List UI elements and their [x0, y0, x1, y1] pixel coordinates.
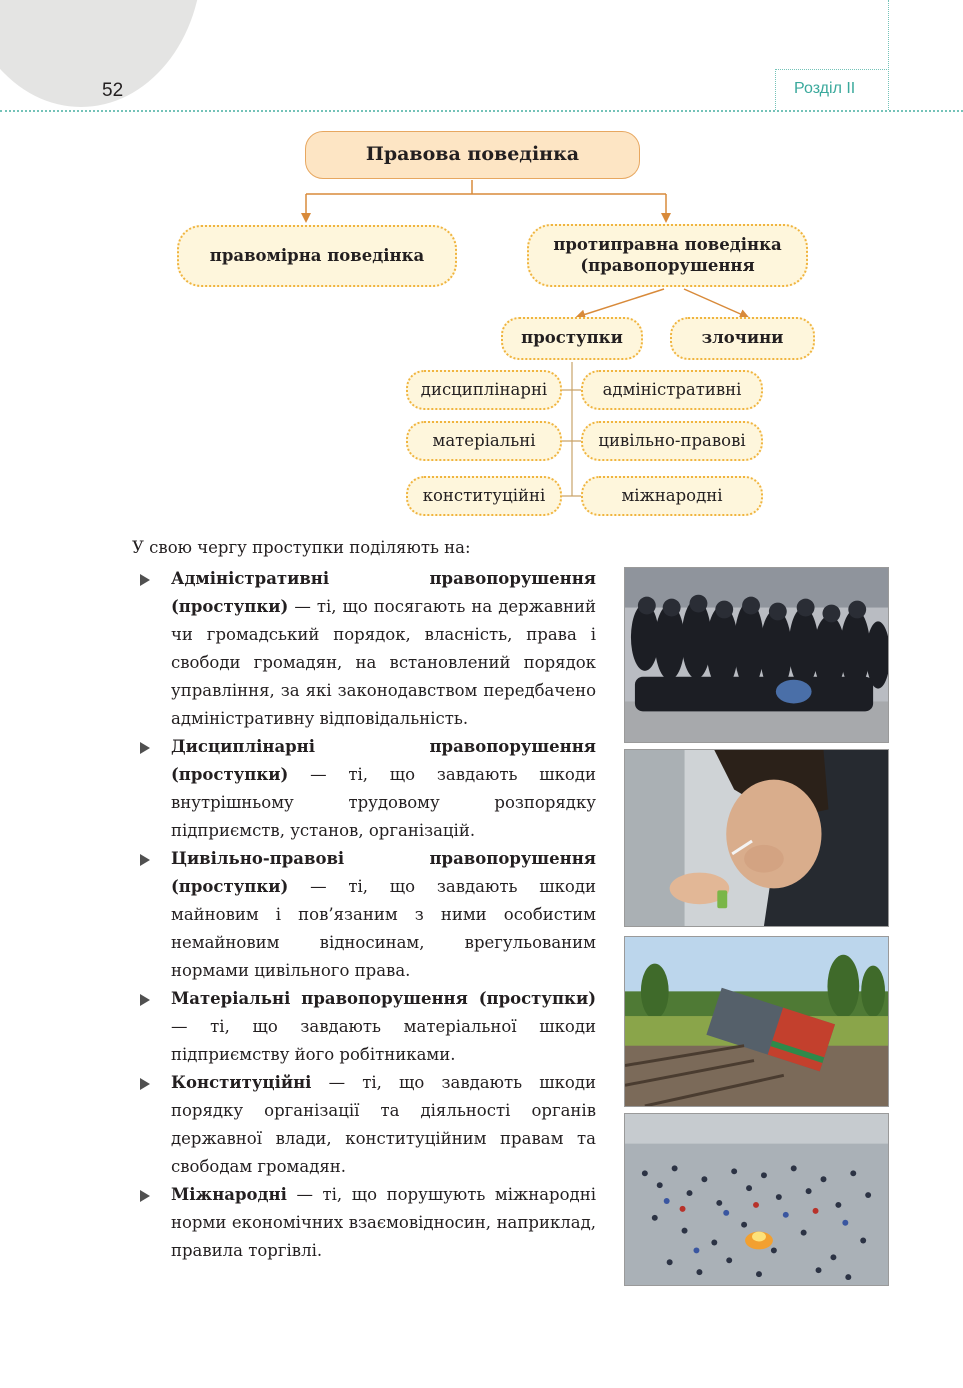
intro-text: У свою чергу проступки поділяють на: [132, 538, 471, 557]
list-item [140, 1069, 596, 1181]
lawful-behavior-box [177, 225, 457, 287]
list-item [140, 985, 596, 1069]
smoking-youth-photo [624, 749, 889, 927]
list-item-text: — ті, що посягають на державний чи громадський порядок, власність, права і свободи громадян, на встановлений порядок управління, за які законодавством передбачено адміністративну відповідальність. [171, 597, 596, 728]
offenses-label: проступки [521, 328, 623, 348]
triangle-right-icon [140, 1190, 150, 1202]
list-item-term: Конституційні [171, 1073, 312, 1092]
section-label: Розділ II [794, 80, 856, 97]
train-wreck-photo [624, 936, 889, 1107]
offense-type-label: адміністративні [602, 379, 742, 399]
arrow-to-crimes [684, 289, 745, 316]
lawful-behavior-label: правомірна поведінка [209, 245, 425, 265]
offense-type-disciplinary [406, 370, 562, 410]
list-item [140, 845, 596, 985]
offense-type-label: конституційні [422, 485, 546, 505]
list-item [140, 565, 596, 733]
list-item [140, 1181, 596, 1265]
list-item-text: — ті, що завдають шкоди внутрішньому трудовому розпорядку підприємств, установ, організацій. [171, 765, 596, 840]
list-item-text: — ті, що порушують міжнародні норми економічних взаємовідносин, наприклад, правила торгівлі. [171, 1185, 596, 1260]
offense-type-international [581, 476, 763, 516]
list-item-term: Адміністративні правопорушення (проступки) [171, 569, 596, 616]
offense-type-material [406, 421, 562, 461]
list-item-term: Цивільно-правові правопорушення (проступки) [171, 849, 596, 896]
list-item-term: Міжнародні [171, 1185, 287, 1204]
crimes-box [670, 317, 815, 360]
offense-type-label: дисциплінарні [420, 379, 548, 399]
diagram-root-label: Правова поведінка [365, 143, 580, 166]
crimes-label: злочини [701, 328, 784, 348]
offense-type-label: матеріальні [432, 430, 536, 450]
list-item [140, 733, 596, 845]
triangle-right-icon [140, 854, 150, 866]
offense-list [140, 565, 596, 1265]
list-item-term: Дисциплінарні правопорушення (проступки) [171, 737, 596, 784]
offense-type-label: цивільно-правові [598, 430, 746, 450]
triangle-right-icon [140, 574, 150, 586]
list-item-text: — ті, що завдають шкоди майновим і пов’язаним з ними особистим немайновим відносинам, врегульованим нормами цивільного права. [171, 877, 596, 980]
list-item-text: — ті, що завдають шкоди порядку організації та діяльності органів державної влади, конституційним правам та свободам громадян. [171, 1073, 596, 1176]
arrow-to-offenses [580, 289, 664, 316]
offense-type-administrative [581, 370, 763, 410]
offense-type-label: міжнародні [621, 485, 723, 505]
offense-type-civil [581, 421, 763, 461]
list-item-text: — ті, що завдають матеріальної шкоди підприємству його робітниками. [171, 1017, 596, 1064]
triangle-right-icon [140, 1078, 150, 1090]
page-number: 52 [102, 80, 124, 101]
unlawful-behavior-line2: (правопорушення [580, 255, 755, 275]
unlawful-behavior-box [527, 224, 808, 287]
unlawful-behavior-line1: протиправна поведінка [553, 234, 782, 254]
offenses-box [501, 317, 643, 360]
offense-type-constitutional [406, 476, 562, 516]
crowd-protest-photo [624, 1113, 889, 1286]
diagram-root-box [305, 131, 640, 179]
riot-police-photo [624, 567, 889, 743]
list-item-term: Матеріальні правопорушення (проступки) [171, 989, 596, 1008]
triangle-right-icon [140, 742, 150, 754]
triangle-right-icon [140, 994, 150, 1006]
